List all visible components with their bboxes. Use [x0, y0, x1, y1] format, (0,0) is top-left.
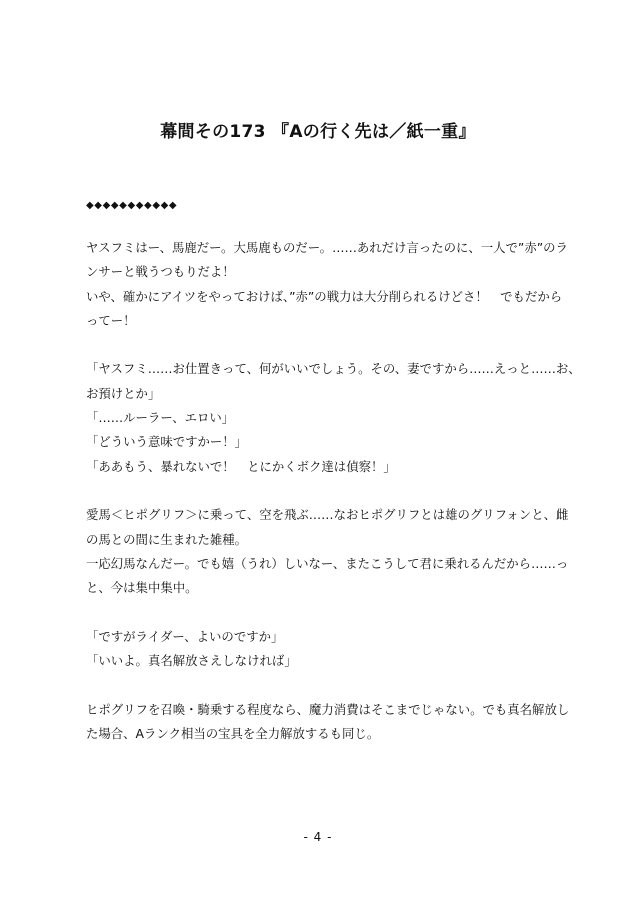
paragraph	[86, 503, 569, 600]
text-line: た場合、Aランク相当の宝具を全力解放するも同じ。	[86, 725, 380, 741]
paragraph	[86, 236, 568, 333]
text-line: 「ヤスフミ……お仕置きって、何がいいでしょう。その、妻ですから……えっと……お、	[86, 361, 581, 377]
page-number: - 4 -	[303, 830, 333, 844]
text-line: 「……ルーラー、エロい」	[86, 410, 235, 426]
paragraph	[86, 357, 581, 478]
text-line: 「ですがライダー、よいのですか」	[86, 628, 284, 644]
text-line: ヒポグリフを召喚・騎乗する程度なら、魔力消費はそこまでじゃない。でも真名解放し	[86, 701, 570, 717]
text-line: いや、確かにアイツをやっておけば、”赤”の戦力は大分削られるけどさ！ でもだから	[86, 288, 563, 304]
text-line: ってー！	[86, 312, 136, 328]
text-line: の馬との間に生まれた雑種。	[86, 531, 248, 547]
text-line: と、今は集中集中。	[86, 580, 198, 596]
text-line: 「いいよ。真名解放さえしなければ」	[86, 653, 297, 669]
text-line: 一応幻馬なんだー。でも嬉（うれ）しいなー、またこうして君に乗れるんだから……っ	[86, 555, 569, 571]
text-line: 「どういう意味ですかー！」	[86, 434, 248, 450]
paragraph	[86, 625, 550, 674]
text-line: ヤスフミはー、馬鹿だー。大馬鹿ものだー。……あれだけ言ったのに、一人で”赤”のラ	[86, 240, 568, 255]
section-separator: ◆◆◆◆◆◆◆◆◆◆◆	[86, 200, 178, 211]
text-line: 「ああもう、暴れないで！ とにかくボク達は偵察！」	[86, 458, 396, 474]
text-line: 愛馬＜ヒポグリフ＞に乗って、空を飛ぶ……なおヒポグリフとは雄のグリフォンと、雌	[86, 507, 569, 523]
paragraph	[86, 698, 570, 747]
body-text	[86, 236, 581, 746]
text-line: お預けとか」	[86, 385, 161, 401]
text-line: ンサーと戦うつもりだよ！	[86, 264, 235, 280]
chapter-title: 幕間その173 『Aの行く先は／紙一重』	[160, 122, 476, 142]
